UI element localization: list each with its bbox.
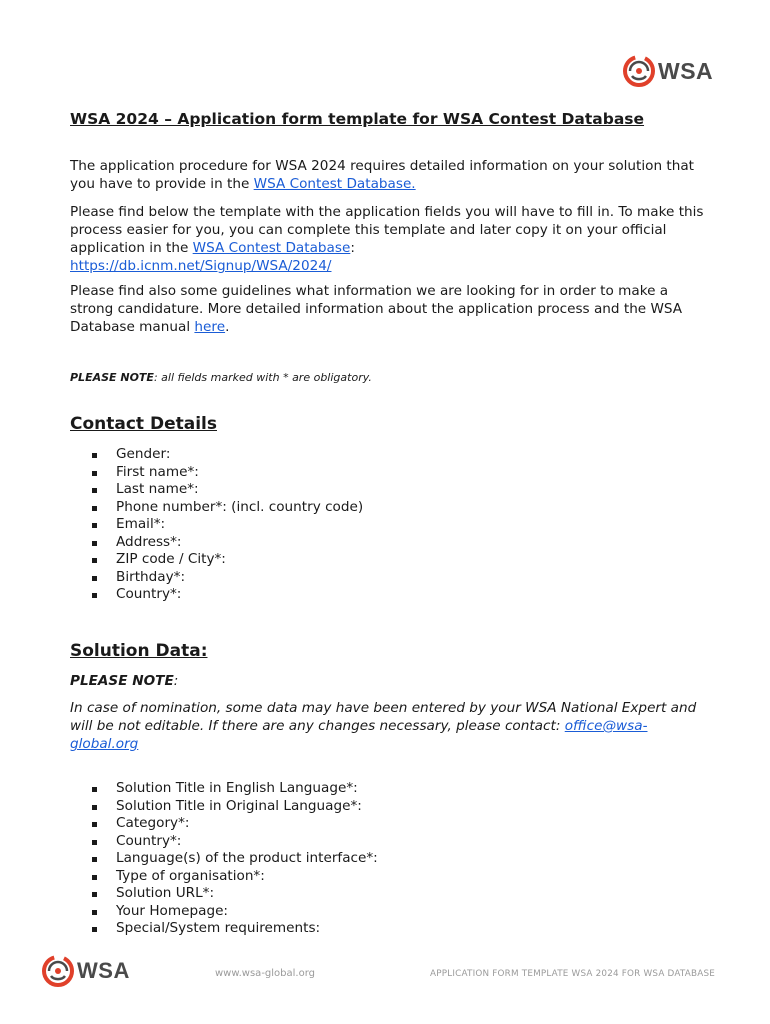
list-item: Phone number*: (incl. country code): [90, 499, 363, 517]
list-item: Email*:: [90, 516, 363, 534]
list-item: Language(s) of the product interface*:: [90, 850, 378, 868]
office-email-link[interactable]: office@wsa-global.org: [70, 718, 648, 752]
intro-paragraph-1: The application procedure for WSA 2024 requires detailed information on your solution that you have to provide in the WSA Contest Database.: [70, 158, 694, 192]
solution-fields-list: [90, 780, 378, 938]
list-item: Country*:: [90, 586, 363, 604]
contact-fields-list: [90, 446, 363, 604]
list-item: Category*:: [90, 815, 378, 833]
wsa-contest-database-link-2[interactable]: WSA Contest Database: [192, 240, 351, 256]
footer-logo-text: WSA: [77, 958, 130, 983]
list-item: Address*:: [90, 534, 363, 552]
footer-wsa-logo: [41, 954, 130, 988]
list-item: Special/System requirements:: [90, 920, 378, 938]
list-item: Solution Title in English Language*:: [90, 780, 378, 798]
list-item: Birthday*:: [90, 569, 363, 587]
document-title: WSA 2024 – Application form template for WSA Contest Database: [70, 110, 645, 128]
manual-here-link[interactable]: here: [194, 319, 226, 335]
intro-paragraph-2: Please find below the template with the application fields you will have to fill in. To make this process easier for you, you can complete this template and later copy it on your official application in the WSA Contest Database: https://db.icnm.net/Signup/WSA/2024/: [70, 204, 704, 274]
wsa-globe-icon: [622, 54, 656, 88]
list-item: Solution Title in Original Language*:: [90, 798, 378, 816]
wsa-logo: [622, 54, 713, 88]
footer-caption: APPLICATION FORM TEMPLATE WSA 2024 FOR WSA DATABASE: [430, 969, 715, 979]
signup-url-link[interactable]: https://db.icnm.net/Signup/WSA/2024/: [70, 258, 332, 274]
wsa-logo-text: WSA: [658, 57, 714, 84]
obligatory-note: PLEASE NOTE: all fields marked with * are obligatory.: [70, 371, 372, 384]
intro-paragraph-3: Please find also some guidelines what information we are looking for in order to make a strong candidature. More detailed information about the application process and the WSA Database manual here.: [70, 283, 683, 335]
list-item: Last name*:: [90, 481, 363, 499]
list-item: Solution URL*:: [90, 885, 378, 903]
wsa-contest-database-link[interactable]: WSA Contest Database.: [253, 176, 416, 192]
solution-data-heading: Solution Data:: [70, 641, 208, 661]
contact-details-heading: Contact Details: [70, 414, 217, 434]
list-item: Gender:: [90, 446, 363, 464]
solution-note-text: In case of nomination, some data may have been entered by your WSA National Expert and will be not editable. If there are any changes necessary, please contact: office@wsa-global.org: [70, 700, 697, 752]
footer-url: www.wsa-global.org: [215, 968, 315, 979]
solution-note-label: PLEASE NOTE:: [70, 673, 179, 689]
list-item: ZIP code / City*:: [90, 551, 363, 569]
list-item: Your Homepage:: [90, 903, 378, 921]
list-item: Type of organisation*:: [90, 868, 378, 886]
list-item: First name*:: [90, 464, 363, 482]
list-item: Country*:: [90, 833, 378, 851]
wsa-globe-icon: [41, 954, 75, 988]
